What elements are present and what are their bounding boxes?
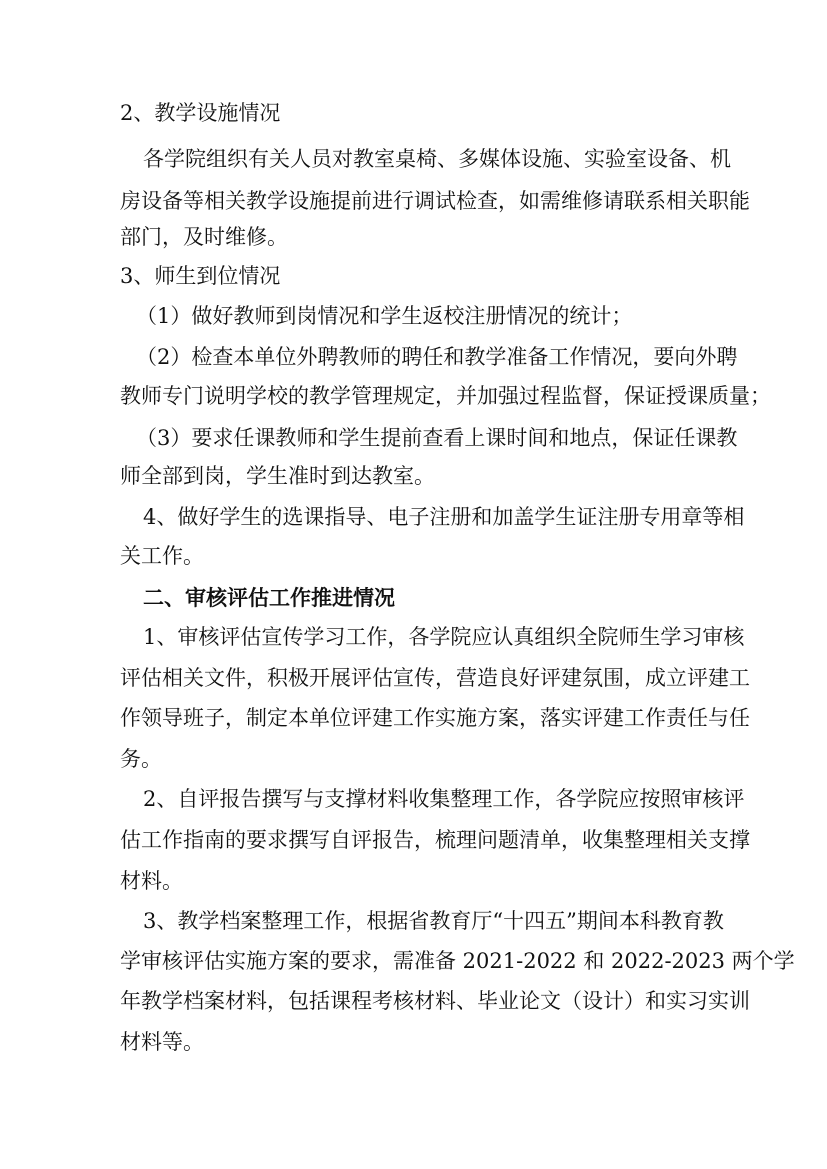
paragraph-line: 教师专门说明学校的教学管理规定，并加强过程监督，保证授课质量； xyxy=(120,384,771,408)
paragraph-line: 关工作。 xyxy=(120,544,204,568)
paragraph-line: 1、审核评估宣传学习工作，各学院应认真组织全院师生学习审核 xyxy=(143,625,745,649)
section-heading-teaching-facilities: 2、教学设施情况 xyxy=(120,101,281,125)
paragraph-line: 务。 xyxy=(120,747,162,771)
list-item: （3）要求任课教师和学生提前查看上课时间和地点，保证任课教 xyxy=(136,426,738,450)
paragraph-line: 部门，及时维修。 xyxy=(120,225,288,249)
paragraph-line: 2、自评报告撰写与支撑材料收集整理工作，各学院应按照审核评 xyxy=(143,787,745,811)
paragraph-line: 评估相关文件，积极开展评估宣传，营造良好评建氛围，成立评建工 xyxy=(120,666,750,690)
paragraph-line: 材料。 xyxy=(120,869,183,893)
paragraph-line: 估工作指南的要求撰写自评报告，梳理问题清单，收集整理相关支撑 xyxy=(120,828,750,852)
paragraph-line: 学审核评估实施方案的要求，需准备 2021-2022 和 2022-2023 两个学 xyxy=(120,949,795,973)
section-heading-audit-evaluation: 二、审核评估工作推进情况 xyxy=(143,585,395,610)
list-item: （1）做好教师到岗情况和学生返校注册情况的统计； xyxy=(136,304,633,328)
paragraph-line: 年教学档案材料，包括课程考核材料、毕业论文（设计）和实习实训 xyxy=(120,989,750,1013)
paragraph-line: 各学院组织有关人员对教室桌椅、多媒体设施、实验室设备、机 xyxy=(143,147,731,171)
paragraph-line: 师全部到岗，学生准时到达教室。 xyxy=(120,464,435,488)
paragraph-line: 3、教学档案整理工作，根据省教育厅“十四五”期间本科教育教 xyxy=(143,909,724,933)
list-item: （2）检查本单位外聘教师的聘任和教学准备工作情况，要向外聘 xyxy=(136,345,738,369)
paragraph-line: 材料等。 xyxy=(120,1030,204,1054)
paragraph-line: 作领导班子，制定本单位评建工作实施方案，落实评建工作责任与任 xyxy=(120,706,750,730)
section-heading-course-selection: 4、做好学生的选课指导、电子注册和加盖学生证注册专用章等相 xyxy=(143,505,745,529)
paragraph-line: 房设备等相关教学设施提前进行调试检查，如需维修请联系相关职能 xyxy=(120,189,750,213)
section-heading-staff-attendance: 3、师生到位情况 xyxy=(120,264,281,288)
